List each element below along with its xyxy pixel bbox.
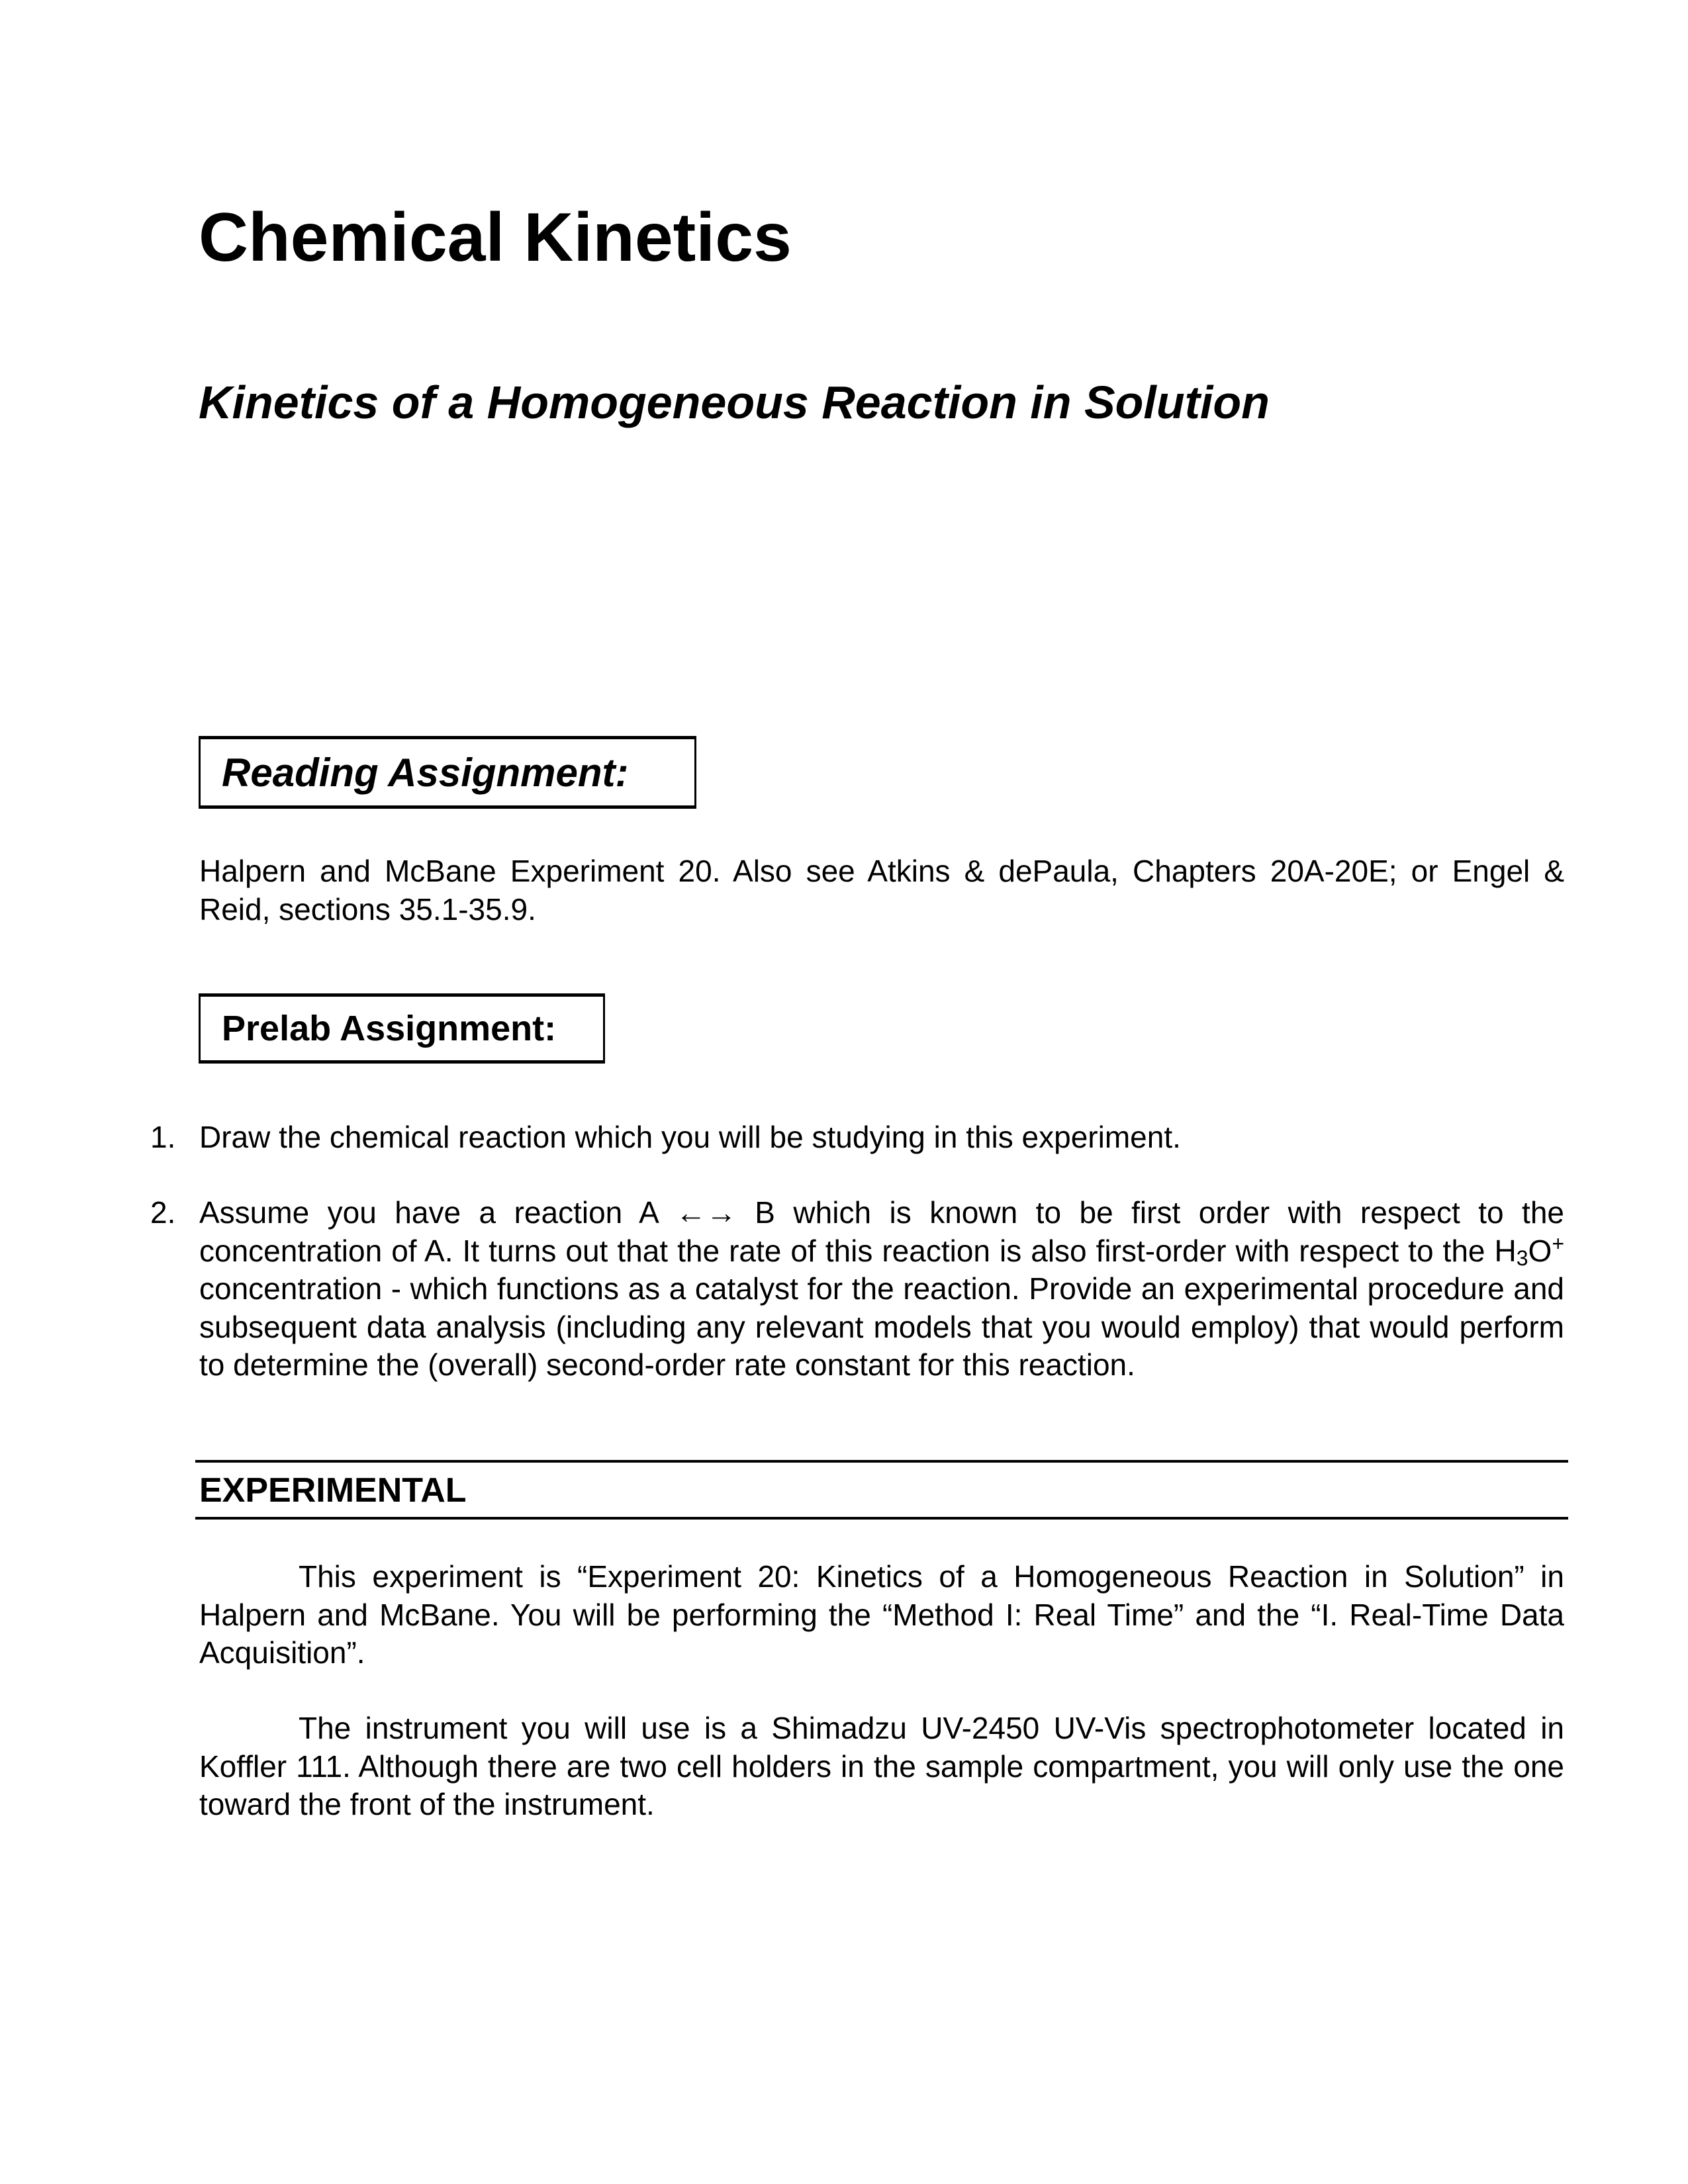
prelab-list-item [150,1194,1564,1385]
list-item-text [199,1194,1564,1385]
prelab-list-item [150,1118,1564,1157]
document-title: Chemical Kinetics [199,199,792,276]
text-part: concentration - which functions as a catalyst for the reaction. Provide an experimental procedure and subsequent data analysis (including any relevant models that you would employ) that would perform to determine the (overall) second-order rate constant for this reaction. [199,1271,1564,1382]
experimental-heading: EXPERIMENTAL [199,1471,467,1510]
list-number: 2. [150,1195,176,1230]
text-part: Assume you have a reaction A ←→ B which is known to be first order with respect to the concentration of A. It turns out that the rate of this reaction is also first-order with respect to the H [199,1195,1564,1268]
prelab-assignment-heading-box [199,993,605,1064]
text-part: O [1528,1233,1552,1268]
list-number: 1. [150,1120,176,1154]
document-subtitle: Kinetics of a Homogeneous Reaction in Solution [199,377,1270,428]
section-rule-bottom [195,1517,1568,1520]
reading-assignment-heading-box [199,736,696,809]
superscript: + [1552,1231,1564,1255]
subscript: 3 [1516,1246,1528,1270]
reading-assignment-heading: Reading Assignment: [222,750,629,795]
prelab-assignment-heading: Prelab Assignment: [222,1009,557,1048]
section-rule-top [195,1460,1568,1463]
experimental-paragraph: The instrument you will use is a Shimadzu UV-2450 UV-Vis spectrophotometer located in Koffler 111. Although there are two cell holders in the sample compartment, you will only use the one toward the front of the instrument. [199,1711,1564,1821]
list-item-text: Draw the chemical reaction which you will be studying in this experiment. [199,1120,1181,1154]
experimental-paragraph: This experiment is “Experiment 20: Kinetics of a Homogeneous Reaction in Solution” in Halpern and McBane. You will be performing the “Method I: Real Time” and the “I. Real-Time Data Acquisition”. [199,1559,1564,1670]
reading-assignment-text: Halpern and McBane Experiment 20. Also see Atkins & dePaula, Chapters 20A-20E; or Engel & Reid, sections 35.1-35.9. [199,854,1564,927]
